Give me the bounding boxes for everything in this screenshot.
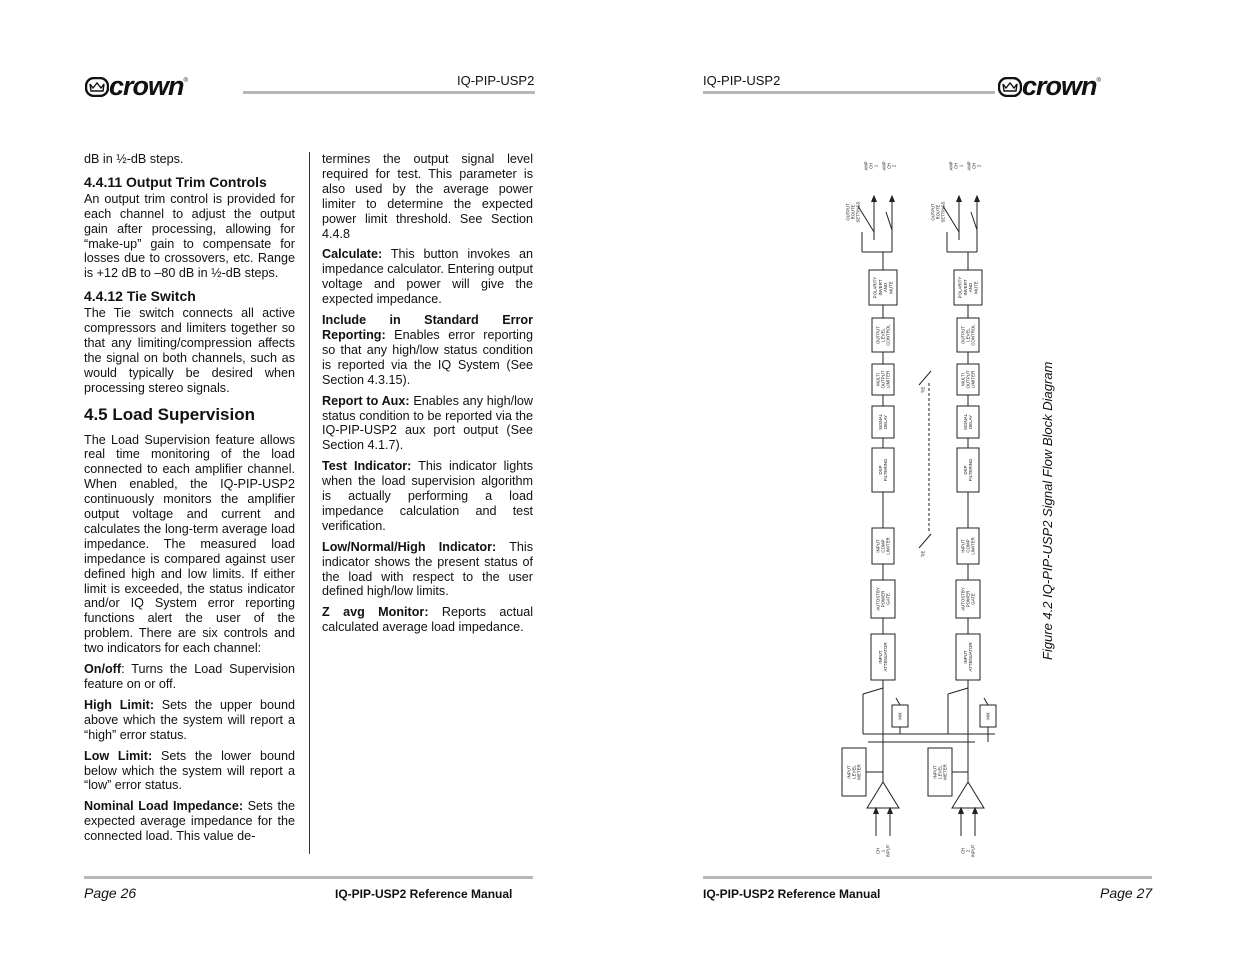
ch2-multi-output-box-label: MULTIOUTPUTLIMITER [960, 370, 976, 389]
tie-label-lower: TIE [920, 550, 926, 558]
crown-emblem-icon [998, 77, 1022, 97]
ch2-input-amp-icon [952, 782, 984, 808]
ch1-polarity-box-label: POLARITYINVERTANDMUTE [872, 276, 894, 299]
ch2-signal-delay-box-label: SIGNALDELAY [962, 413, 974, 431]
item-report-aux [322, 394, 533, 454]
ch2-amp-ch1-label: AMPCH1 [948, 161, 964, 171]
left-footer-rule [84, 876, 533, 879]
ch1-mix-label: MIX [897, 712, 903, 720]
crown-wordmark: crown [109, 71, 184, 101]
tie-switch-lower-line [919, 534, 931, 548]
crown-emblem-icon [85, 77, 109, 97]
desc-zavg-monitor: Reports actual calculated average load impedance. [322, 605, 534, 635]
desc-test-indicator: This indicator lights when the load supervision algorithm is actually performing a load impedance calculation and test verification. [322, 459, 533, 533]
para-continued: termines the output signal level required for test. This parameter is also used by the average power limiter to determine the expected power limit threshold. See Section 4.4.8 [322, 152, 533, 241]
term-report-aux: Report to Aux: [322, 393, 410, 408]
desc-report-aux: Enables any high/low status condition to be reported via the IQ-PIP-USP2 aux port output (See Section 4.1.7). [322, 393, 533, 453]
term-high-limit: High Limit: [84, 697, 155, 712]
signal-flow-block-diagram [800, 140, 1040, 870]
desc-onoff: : Turns the Load Supervision feature on or off. [84, 662, 295, 691]
ch2-mix-label: MIX [985, 712, 991, 720]
ch2-input-level-meter-box-label: INPUTLEVELMETER [932, 764, 948, 780]
crown-logo-left [85, 73, 188, 100]
ch1-mix-switch-line [896, 698, 900, 705]
ch1-amp-ch1-label: AMPCH1 [863, 161, 879, 171]
ch2-route-switch2-line [971, 212, 977, 230]
item-nominal-load [84, 799, 295, 844]
item-high-limit [84, 698, 295, 743]
heading-load-supervision: 4.5 Load Supervision [84, 404, 255, 424]
ch1-input-arrow2-icon [888, 808, 893, 814]
ch1-dsp-filtering-box-label: DSPFILTERING [877, 458, 889, 482]
ch2-input-comp-box-label: INPUTCOMPLIMITER [960, 537, 976, 555]
heading-output-trim: 4.4.11 Output Trim Controls [84, 173, 267, 190]
term-calculate: Calculate: [322, 247, 383, 262]
heading-tie-switch: 4.4.12 Tie Switch [84, 288, 196, 305]
ch1-input-comp-box-label: INPUTCOMPLIMITER [875, 537, 891, 555]
ch2-input-attenuator-box-label: INPUTATTENUATOR [962, 642, 974, 672]
desc-include-error: Enables error reporting so that any high/low status condition is reported via the IQ System (See Section 4.3.15). [322, 327, 533, 387]
left-header-title: IQ-PIP-USP2 [457, 73, 535, 88]
term-test-indicator: Test Indicator: [322, 459, 412, 474]
crown-wordmark: crown [1022, 71, 1097, 101]
ch2-input-arrow2-icon [973, 808, 978, 814]
left-header-rule [243, 91, 535, 94]
term-low-limit: Low Limit: [84, 748, 153, 763]
right-header-title: IQ-PIP-USP2 [703, 73, 781, 88]
ch1-input-label: CH1INPUT [875, 844, 891, 858]
ch2-dsp-filtering-box-label: DSPFILTERING [962, 458, 974, 482]
ch1-input-attenuator-box-label: INPUTATTENUATOR [877, 642, 889, 672]
ch1-autostby-box-label: AUTOSTBYPOWERGATE [875, 587, 891, 611]
item-zavg-monitor [322, 605, 533, 635]
item-onoff [84, 662, 295, 692]
item-low-limit [84, 749, 295, 794]
figure-caption: Figure 4.2 IQ-PIP-USP2 Signal Flow Block Diagram [1040, 361, 1055, 660]
ch1-route-switch2-line [886, 212, 892, 230]
para-output-trim: An output trim control is provided for each channel to adjust the output gain after processing, allowing for “make-up” gain to compensate for losses due to crossovers, etc. Range is +12 dB to –80 dB in ½-dB steps. [84, 191, 295, 281]
ch1-input-switch-line [863, 688, 883, 694]
right-footer-rule [703, 876, 1152, 879]
ch2-input-switch-line [948, 688, 968, 694]
item-calculate [322, 247, 533, 307]
ch2-amp-ch2-label: AMPCH2 [966, 161, 982, 171]
ch2-autostby-box-label: AUTOSTBYPOWERGATE [960, 587, 976, 611]
term-onoff: On/off [84, 662, 122, 677]
ch2-polarity-box-label: POLARITYINVERTANDMUTE [957, 276, 979, 299]
crown-logo-right [998, 73, 1101, 100]
ch1-multi-output-box-label: MULTIOUTPUTLIMITER [875, 370, 891, 389]
desc-calculate: This button invokes an impedance calculator. Entering output voltage and power will give the expected impedance. [322, 247, 533, 307]
ch2-amp2-arrow-icon [975, 196, 980, 202]
desc-nominal-load: Sets the expected average impedance for the connected load. This value de- [84, 799, 295, 844]
left-footer-manual: IQ-PIP-USP2 Reference Manual [335, 887, 513, 901]
desc-low-limit: Sets the lower bound below which the system will report a “low” error status. [84, 748, 295, 793]
left-column-2 [322, 152, 533, 641]
item-test-indicator [322, 459, 533, 534]
ch1-input-level-meter-box-label: INPUTLEVELMETER [846, 764, 862, 780]
desc-high-limit: Sets the upper bound above which the system will report a “high” error status. [84, 697, 295, 742]
ch2-mix-switch-line [984, 698, 988, 705]
ch2-input-label: CH2INPUT [960, 844, 976, 858]
left-column-1 [84, 152, 295, 850]
desc-lnh-indicator: This indicator shows the present status of the load with respect to the user defined high/low limits. [322, 539, 533, 599]
term-nominal-load: Nominal Load Impedance: [84, 799, 244, 814]
item-lnh-indicator [322, 540, 533, 600]
ch2-output-level-box-label: OUTPUTLEVELCONTROL [960, 324, 976, 346]
term-lnh-indicator: Low/Normal/High Indicator: [322, 539, 497, 554]
tie-switch-upper-line [919, 371, 931, 385]
registered-mark: ® [1096, 77, 1101, 84]
ch1-output-route-label: OUTPUTROUTESETTINGS [845, 201, 861, 223]
ch2-output-route-label: OUTPUTROUTESETTINGS [930, 201, 946, 223]
term-zavg-monitor: Z avg Monitor: [322, 605, 429, 620]
ch1-input-amp-icon [867, 782, 899, 808]
ch1-output-level-box-label: OUTPUTLEVELCONTROL [875, 324, 891, 346]
ch1-input-arrow-icon [874, 808, 879, 814]
column-divider [309, 152, 310, 854]
term-include-error: Include in Standard Error Reporting: [322, 313, 533, 342]
right-header-rule [703, 91, 995, 94]
right-page-number: Page 27 [1100, 885, 1153, 901]
registered-mark: ® [183, 77, 188, 84]
item-include-error [322, 313, 533, 388]
left-page-number: Page 26 [84, 885, 137, 901]
right-footer-manual: IQ-PIP-USP2 Reference Manual [703, 887, 881, 901]
intro-text: dB in ½-dB steps. [84, 152, 184, 166]
para-tie-switch: The Tie switch connects all active compressors and limiters together so that any limiting/compression affects the signal on both channels, such as would typically be desired when processing stereo signals. [84, 306, 295, 395]
ch2-amp-arrow-icon [957, 196, 962, 202]
tie-label-upper: TIE [920, 386, 926, 394]
ch1-signal-delay-box-label: SIGNALDELAY [877, 413, 889, 431]
ch1-amp2-arrow-icon [890, 196, 895, 202]
ch2-input-arrow-icon [959, 808, 964, 814]
ch1-amp-arrow-icon [872, 196, 877, 202]
ch1-amp-ch2-label: AMPCH2 [881, 161, 897, 171]
para-load-supervision: The Load Supervision feature allows real time monitoring of the load connected to each amplifier channel. When enabled, the IQ-PIP-USP2 continuously monitors the amplifier output voltage and current and calculates the long-term average load impedance. The measured load impedance is compared against user defined high and low limits. If either limit is exceeded, the status indicator and/or IQ System error reporting functions alert the user of the problem. There are six controls and two indicators for each channel: [84, 432, 295, 656]
